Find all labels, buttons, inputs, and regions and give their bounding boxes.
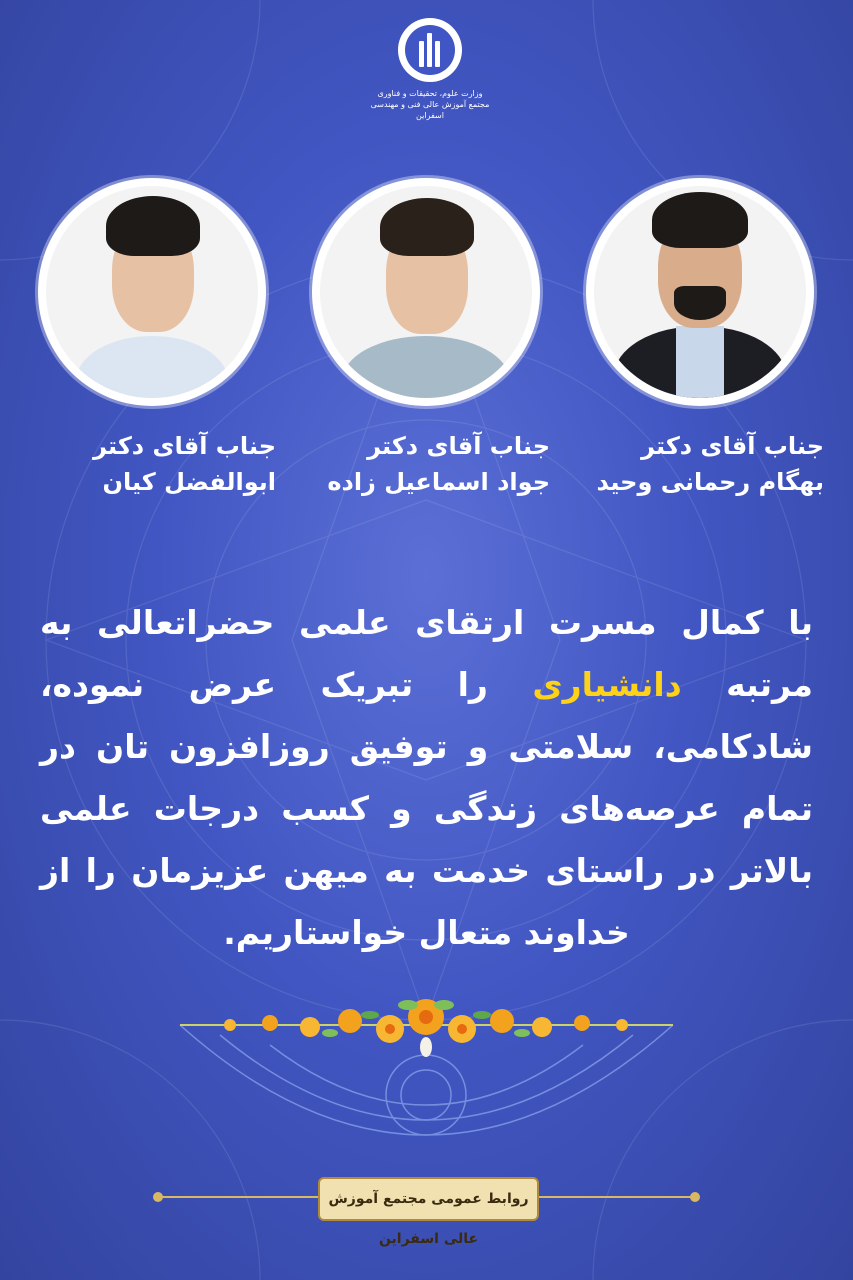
- photo-behgam-rahmani-vahid: [586, 178, 814, 406]
- name-block-rahmani-vahid: [564, 428, 824, 500]
- person-name: جواد اسماعیل زاده: [327, 468, 550, 496]
- name-block-esmaeilzadeh: [290, 428, 550, 500]
- person-title: جناب آقای دکتر: [367, 432, 550, 460]
- photo-abolfazl-kian: [38, 178, 266, 406]
- university-emblem-icon: [398, 18, 462, 82]
- logo-line-ministry: وزارت علوم، تحقیقات و فناوری: [377, 89, 483, 98]
- person-title: جناب آقای دکتر: [641, 432, 824, 460]
- message-part-1: با کمال مسرت ارتقای علمی حضراتعالی به مرتبه: [40, 603, 813, 704]
- person-name: ابوالفضل کیان: [102, 468, 276, 496]
- public-relations-label: روابط عمومی مجتمع آموزش عالی اسفراین: [318, 1177, 539, 1221]
- name-block-kian: [16, 428, 276, 500]
- person-name: بهگام رحمانی وحید: [596, 468, 824, 496]
- message-highlight: دانشیاری: [532, 665, 682, 704]
- logo-line-institution: مجتمع آموزش عالی فنی و مهندسی اسفراین: [370, 100, 490, 120]
- institution-logo: [365, 18, 495, 138]
- floral-ornament: [150, 985, 703, 1185]
- photo-javad-esmaeilzadeh: [312, 178, 540, 406]
- message-part-2: را تبریک عرض نموده، شادکامی، سلامتی و توفیق روزافزون تان در تمام عرصه‌های زندگی و کسب درجات علمی بالاتر در راستای خدمت به میهن عزیزمان را از خداوند متعال خواستاریم.: [40, 665, 813, 952]
- congratulation-message: [40, 592, 813, 964]
- person-title: جناب آقای دکتر: [93, 432, 276, 460]
